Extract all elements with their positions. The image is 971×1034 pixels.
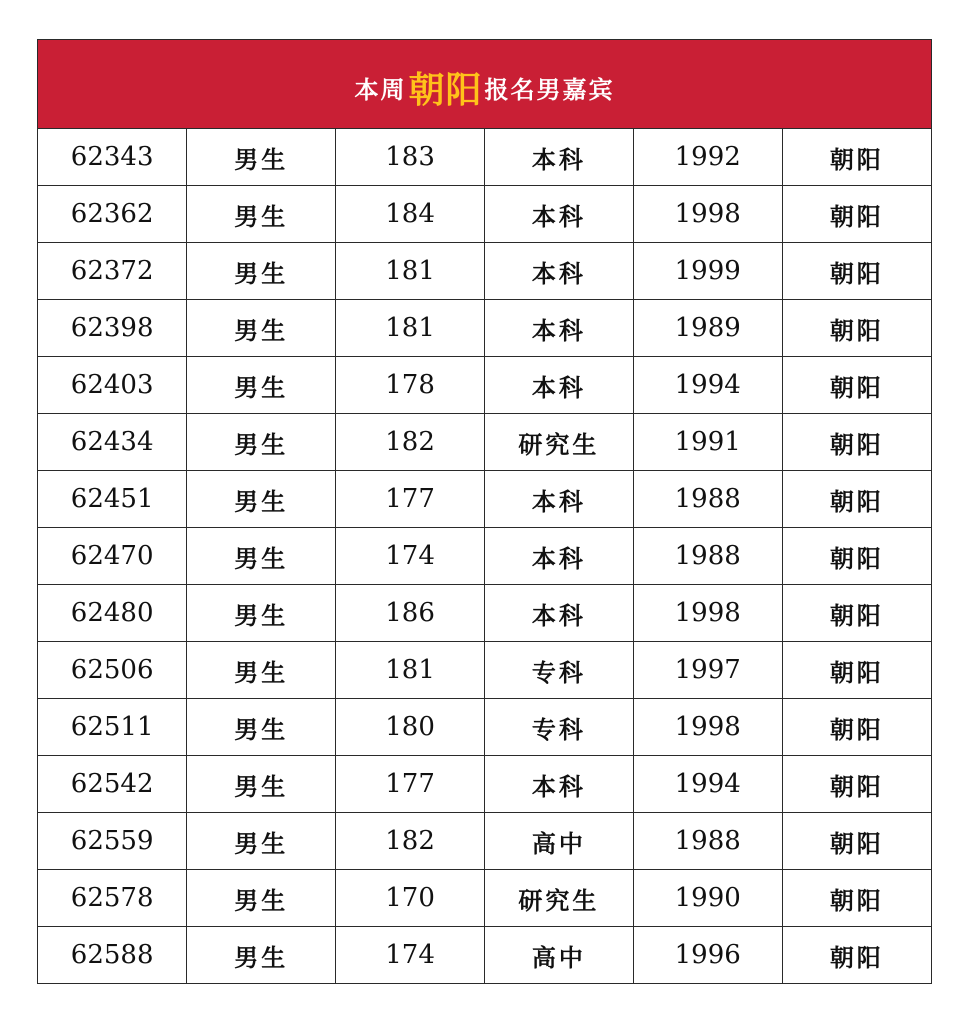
cell-district: 朝阳 xyxy=(782,357,931,414)
cell-gender: 男生 xyxy=(187,357,336,414)
cell-district: 朝阳 xyxy=(782,414,931,471)
cell-birth-year: 1998 xyxy=(633,186,782,243)
table-row xyxy=(38,129,931,186)
cell-gender: 男生 xyxy=(187,756,336,813)
cell-gender: 男生 xyxy=(187,243,336,300)
cell-birth-year: 1994 xyxy=(633,357,782,414)
table-row xyxy=(38,870,931,927)
banner-prefix: 本周 xyxy=(354,74,407,104)
cell-birth-year: 1988 xyxy=(633,528,782,585)
cell-id: 62362 xyxy=(38,186,187,243)
cell-district: 朝阳 xyxy=(829,943,884,972)
cell-education: 研究生 xyxy=(484,414,633,471)
table-row xyxy=(38,642,931,699)
cell-birth-year: 1999 xyxy=(633,243,782,300)
table-row xyxy=(38,186,931,243)
cell-id: 62470 xyxy=(38,528,187,585)
table-row xyxy=(38,300,931,357)
table-row xyxy=(38,756,931,813)
cell-birth-year: 1988 xyxy=(633,471,782,528)
cell-gender: 男生 xyxy=(187,129,336,186)
cell-birth-year: 1989 xyxy=(633,300,782,357)
cell-district: 朝阳 xyxy=(782,756,931,813)
cell-height: 177 xyxy=(336,756,485,813)
table-row xyxy=(38,813,931,870)
table-row xyxy=(38,243,931,300)
cell-height: 174 xyxy=(336,927,485,984)
cell-gender: 男生 xyxy=(187,414,336,471)
cell-district: 朝阳 xyxy=(782,642,931,699)
banner-highlight: 朝阳 xyxy=(408,69,483,111)
cell-height: 184 xyxy=(336,186,485,243)
registrants-table xyxy=(38,129,931,983)
cell-birth-year: 1988 xyxy=(633,813,782,870)
cell-education: 本科 xyxy=(484,186,633,243)
cell-education: 专科 xyxy=(484,642,633,699)
cell-education: 本科 xyxy=(484,357,633,414)
cell-district: 朝阳 xyxy=(782,186,931,243)
cell-gender: 男生 xyxy=(187,300,336,357)
cell-height: 174 xyxy=(336,528,485,585)
table-row xyxy=(38,699,931,756)
cell-district: 朝阳 xyxy=(782,528,931,585)
cell-id: 62578 xyxy=(38,870,187,927)
banner-suffix: 报名男嘉宾 xyxy=(484,74,615,104)
cell-gender: 男生 xyxy=(187,528,336,585)
cell-district: 朝阳 xyxy=(782,300,931,357)
registrants-sheet xyxy=(37,39,932,984)
cell-id: 62398 xyxy=(38,300,187,357)
cell-id: 62343 xyxy=(38,129,187,186)
cell-gender: 男生 xyxy=(187,813,336,870)
cell-id: 62403 xyxy=(38,357,187,414)
cell-district: 朝阳 xyxy=(782,129,931,186)
cell-gender: 男生 xyxy=(187,186,336,243)
cell-district: 朝阳 xyxy=(782,870,931,927)
cell-education: 高中 xyxy=(484,927,633,984)
cell-district: 朝阳 xyxy=(782,471,931,528)
cell-birth-year: 1997 xyxy=(633,642,782,699)
cell-birth-year: 1994 xyxy=(633,756,782,813)
cell-education: 研究生 xyxy=(484,870,633,927)
cell-height: 181 xyxy=(336,300,485,357)
table-row xyxy=(38,414,931,471)
cell-height: 177 xyxy=(336,471,485,528)
cell-height: 182 xyxy=(336,414,485,471)
cell-height: 186 xyxy=(336,585,485,642)
table-row xyxy=(38,927,931,984)
cell-gender: 男生 xyxy=(187,870,336,927)
cell-id: 62434 xyxy=(38,414,187,471)
cell-id: 62559 xyxy=(38,813,187,870)
cell-birth-year: 1991 xyxy=(633,414,782,471)
cell-education: 本科 xyxy=(484,243,633,300)
cell-district: 朝阳 xyxy=(782,699,931,756)
cell-district: 朝阳 xyxy=(782,243,931,300)
cell-birth-year: 1998 xyxy=(633,585,782,642)
cell-id: 62480 xyxy=(38,585,187,642)
table-row xyxy=(38,528,931,585)
cell-gender: 男生 xyxy=(187,927,336,984)
cell-gender: 男生 xyxy=(187,471,336,528)
table-row xyxy=(38,471,931,528)
cell-education: 专科 xyxy=(484,699,633,756)
cell-id: 62588 xyxy=(38,927,187,984)
cell-education: 本科 xyxy=(484,300,633,357)
cell-gender: 男生 xyxy=(187,699,336,756)
cell-education: 高中 xyxy=(484,813,633,870)
cell-education: 本科 xyxy=(484,129,633,186)
table-row xyxy=(38,585,931,642)
cell-height: 178 xyxy=(336,357,485,414)
cell-district: 朝阳 xyxy=(782,585,931,642)
cell-id: 62542 xyxy=(38,756,187,813)
table-row xyxy=(38,357,931,414)
cell-height: 182 xyxy=(336,813,485,870)
cell-height: 180 xyxy=(336,699,485,756)
cell-id: 62372 xyxy=(38,243,187,300)
cell-education: 本科 xyxy=(484,471,633,528)
cell-birth-year: 1996 xyxy=(633,927,782,984)
cell-id: 62511 xyxy=(38,699,187,756)
cell-id: 62451 xyxy=(38,471,187,528)
cell-gender: 男生 xyxy=(187,642,336,699)
cell-district: 朝阳 xyxy=(782,813,931,870)
cell-height: 170 xyxy=(336,870,485,927)
cell-birth-year: 1998 xyxy=(633,699,782,756)
table-body xyxy=(38,129,931,983)
cell-height: 181 xyxy=(336,642,485,699)
cell-birth-year: 1992 xyxy=(633,129,782,186)
banner-title xyxy=(38,40,931,129)
cell-id: 62506 xyxy=(38,642,187,699)
cell-education: 本科 xyxy=(484,585,633,642)
cell-education: 本科 xyxy=(484,528,633,585)
cell-height: 183 xyxy=(336,129,485,186)
cell-height: 181 xyxy=(336,243,485,300)
cell-gender: 男生 xyxy=(187,585,336,642)
cell-birth-year: 1990 xyxy=(633,870,782,927)
cell-education: 本科 xyxy=(484,756,633,813)
